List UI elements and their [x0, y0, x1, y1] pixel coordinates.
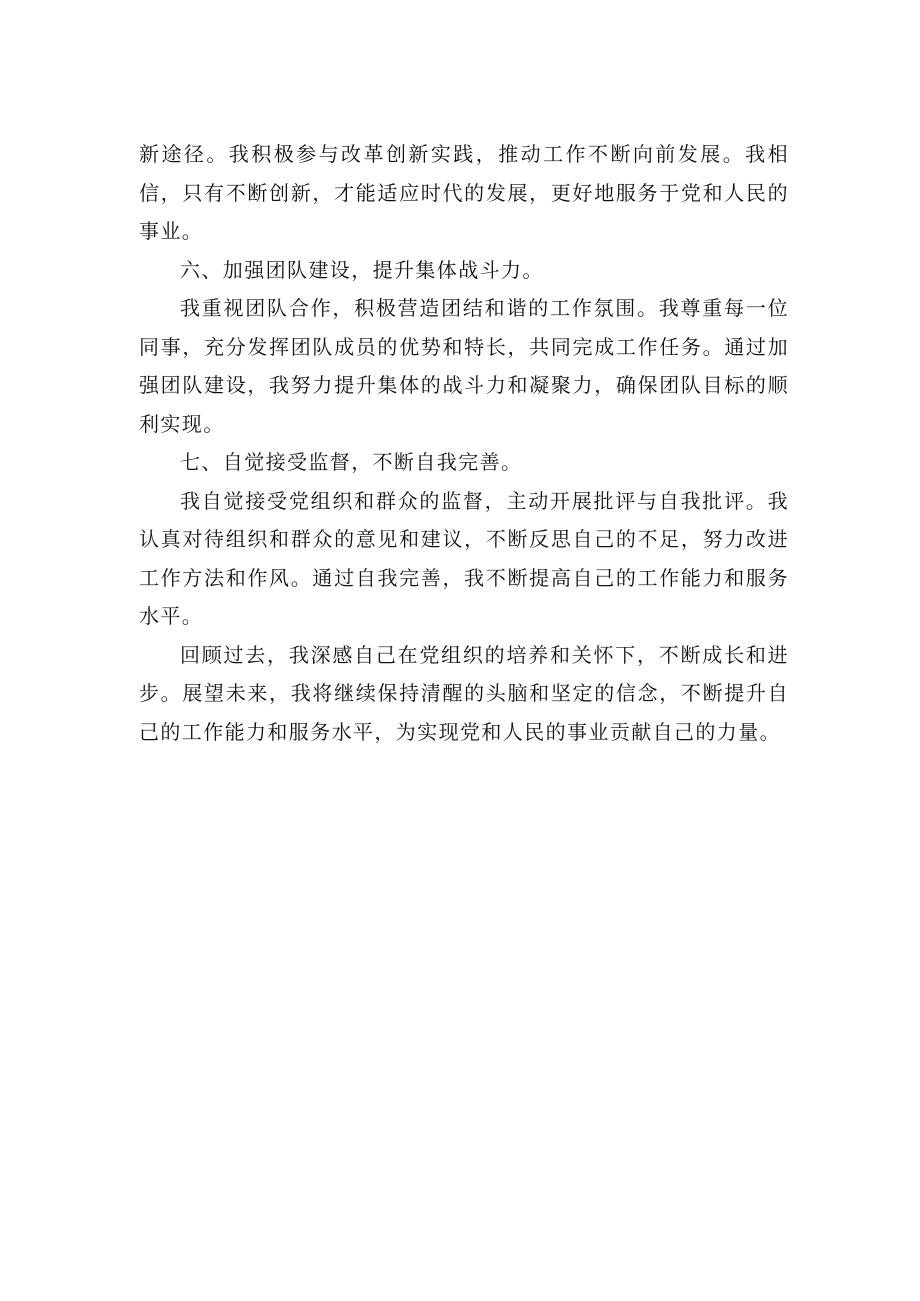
paragraph-conclusion: 回顾过去，我深感自己在党组织的培养和关怀下，不断成长和进步。展望未来，我将继续保持清醒的头脑和坚定的信念，不断提升自己的工作能力和服务水平，为实现党和人民的事业贡献自己的力量。: [139, 642, 789, 744]
paragraph-supervision: 我自觉接受党组织和群众的监督，主动开展批评与自我批评。我认真对待组织和群众的意见和建议，不断反思自己的不足，努力改进工作方法和作风。通过自我完善，我不断提高自己的工作能力和服务水平。: [139, 488, 789, 628]
section-heading-6: 六、加强团队建设，提升集体战斗力。: [180, 257, 544, 282]
document-body: [139, 135, 789, 751]
paragraph-team-building: 我重视团队合作，积极营造团结和谐的工作氛围。我尊重每一位同事，充分发挥团队成员的优势和特长，共同完成工作任务。通过加强团队建设，我努力提升集体的战斗力和凝聚力，确保团队目标的顺利实现。: [139, 296, 789, 436]
section-heading-7: 七、自觉接受监督，不断自我完善。: [180, 450, 523, 474]
paragraph-continuation: 新途径。我积极参与改革创新实践，推动工作不断向前发展。我相信，只有不断创新，才能适应时代的发展，更好地服务于党和人民的事业。: [139, 142, 789, 243]
